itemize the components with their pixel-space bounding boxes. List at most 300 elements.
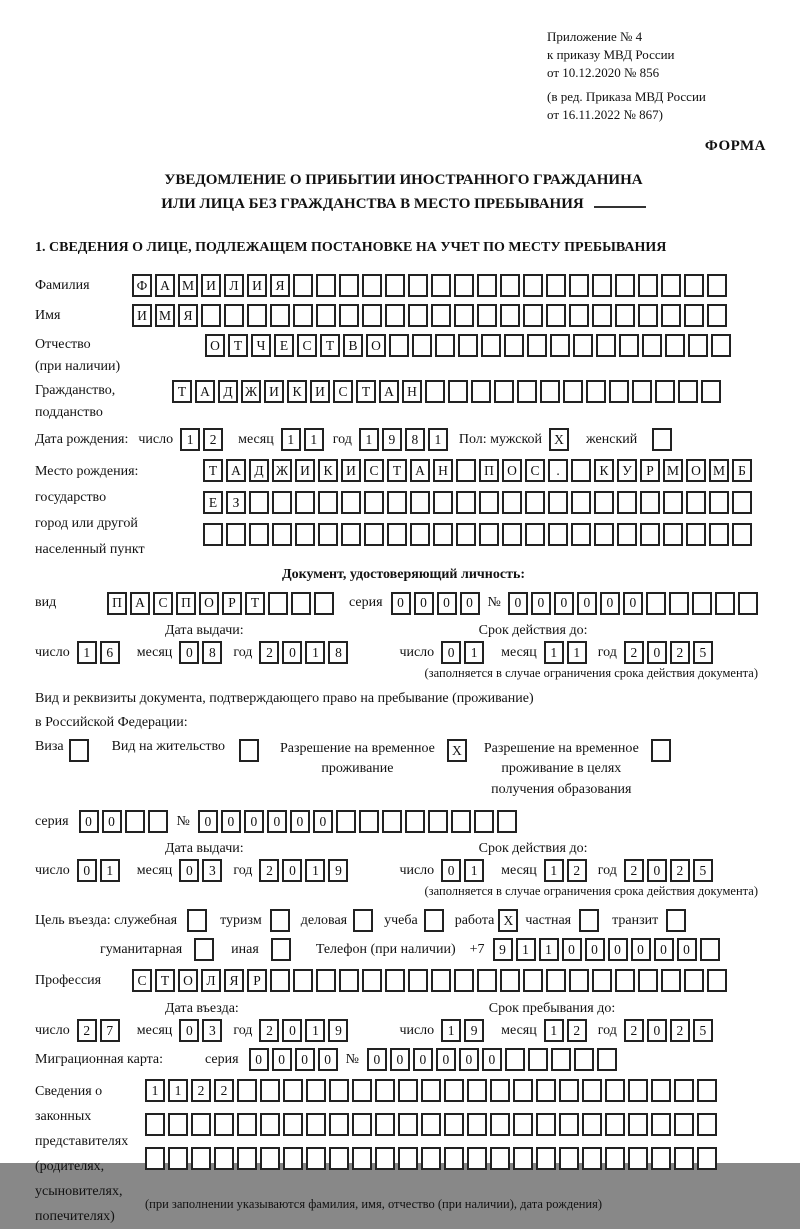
char-cell[interactable] <box>454 969 474 992</box>
char-cell[interactable] <box>546 969 566 992</box>
char-cell[interactable]: О <box>199 592 219 615</box>
char-cell[interactable]: 0 <box>677 938 697 961</box>
char-cell[interactable]: 0 <box>282 1019 302 1042</box>
char-cell[interactable]: 1 <box>168 1079 188 1102</box>
char-cell[interactable] <box>224 304 244 327</box>
char-cell[interactable]: 1 <box>441 1019 461 1042</box>
char-cell[interactable] <box>686 491 706 514</box>
char-cell[interactable]: И <box>310 380 330 403</box>
char-cell[interactable] <box>592 274 612 297</box>
char-cell[interactable] <box>559 1079 579 1102</box>
char-cell[interactable] <box>421 1113 441 1136</box>
char-cell[interactable]: 2 <box>203 428 223 451</box>
char-cell[interactable] <box>504 334 524 357</box>
char-cell[interactable] <box>490 1079 510 1102</box>
char-cell[interactable] <box>500 274 520 297</box>
char-cell[interactable] <box>456 459 476 482</box>
char-cell[interactable]: 0 <box>647 641 667 664</box>
char-cell[interactable] <box>628 1147 648 1170</box>
char-cell[interactable]: 9 <box>328 859 348 882</box>
char-cell[interactable] <box>214 1147 234 1170</box>
char-cell[interactable]: П <box>176 592 196 615</box>
char-cell[interactable] <box>375 1147 395 1170</box>
char-cell[interactable]: 1 <box>464 859 484 882</box>
char-cell[interactable]: 3 <box>202 1019 222 1042</box>
char-cell[interactable] <box>548 523 568 546</box>
char-cell[interactable]: Р <box>222 592 242 615</box>
char-cell[interactable] <box>306 1079 326 1102</box>
char-cell[interactable] <box>663 523 683 546</box>
char-cell[interactable]: А <box>226 459 246 482</box>
char-cell[interactable]: Я <box>178 304 198 327</box>
char-cell[interactable] <box>456 491 476 514</box>
char-cell[interactable]: К <box>594 459 614 482</box>
char-cell[interactable] <box>316 304 336 327</box>
char-cell[interactable] <box>523 304 543 327</box>
char-cell[interactable]: 2 <box>214 1079 234 1102</box>
char-cell[interactable] <box>665 334 685 357</box>
char-cell[interactable]: Б <box>732 459 752 482</box>
char-cell[interactable] <box>528 1048 548 1071</box>
char-cell[interactable] <box>293 274 313 297</box>
char-cell[interactable] <box>408 304 428 327</box>
char-cell[interactable] <box>594 491 614 514</box>
char-cell[interactable]: 0 <box>318 1048 338 1071</box>
char-cell[interactable]: 0 <box>600 592 620 615</box>
char-cell[interactable] <box>249 523 269 546</box>
char-cell[interactable] <box>477 969 497 992</box>
char-cell[interactable] <box>398 1113 418 1136</box>
char-cell[interactable]: 2 <box>567 1019 587 1042</box>
char-cell[interactable]: 1 <box>180 428 200 451</box>
char-cell[interactable]: 7 <box>100 1019 120 1042</box>
char-cell[interactable]: Р <box>247 969 267 992</box>
char-cell[interactable] <box>201 304 221 327</box>
char-cell[interactable] <box>517 380 537 403</box>
char-cell[interactable]: 2 <box>624 641 644 664</box>
char-cell[interactable]: С <box>364 459 384 482</box>
char-cell[interactable]: О <box>205 334 225 357</box>
char-cell[interactable]: 0 <box>554 592 574 615</box>
char-cell[interactable] <box>444 1079 464 1102</box>
char-cell[interactable] <box>477 274 497 297</box>
char-cell[interactable] <box>339 274 359 297</box>
char-cell[interactable]: 1 <box>567 641 587 664</box>
char-cell[interactable] <box>571 491 591 514</box>
char-cell[interactable]: 0 <box>436 1048 456 1071</box>
char-cell[interactable] <box>732 491 752 514</box>
char-cell[interactable] <box>316 274 336 297</box>
char-cell[interactable]: И <box>264 380 284 403</box>
char-cell[interactable] <box>362 969 382 992</box>
char-cell[interactable]: Н <box>433 459 453 482</box>
char-cell[interactable] <box>586 380 606 403</box>
char-cell[interactable] <box>536 1079 556 1102</box>
char-cell[interactable] <box>651 1113 671 1136</box>
char-cell[interactable] <box>674 1147 694 1170</box>
char-cell[interactable]: М <box>178 274 198 297</box>
char-cell[interactable]: 2 <box>567 859 587 882</box>
char-cell[interactable] <box>421 1147 441 1170</box>
char-cell[interactable] <box>187 909 207 932</box>
char-cell[interactable] <box>605 1113 625 1136</box>
char-cell[interactable] <box>569 304 589 327</box>
char-cell[interactable]: 1 <box>77 641 97 664</box>
char-cell[interactable]: Ч <box>251 334 271 357</box>
char-cell[interactable]: Ж <box>241 380 261 403</box>
char-cell[interactable]: 0 <box>508 592 528 615</box>
char-cell[interactable]: 0 <box>459 1048 479 1071</box>
char-cell[interactable]: Л <box>201 969 221 992</box>
char-cell[interactable]: 0 <box>441 641 461 664</box>
char-cell[interactable] <box>548 491 568 514</box>
char-cell[interactable] <box>513 1113 533 1136</box>
char-cell[interactable]: Я <box>224 969 244 992</box>
char-cell[interactable] <box>467 1113 487 1136</box>
char-cell[interactable] <box>571 459 591 482</box>
char-cell[interactable]: 0 <box>482 1048 502 1071</box>
char-cell[interactable] <box>375 1079 395 1102</box>
char-cell[interactable] <box>431 304 451 327</box>
char-cell[interactable]: А <box>379 380 399 403</box>
char-cell[interactable] <box>569 274 589 297</box>
char-cell[interactable] <box>497 810 517 833</box>
char-cell[interactable]: Е <box>203 491 223 514</box>
char-cell[interactable] <box>433 491 453 514</box>
char-cell[interactable] <box>237 1147 257 1170</box>
char-cell[interactable]: 2 <box>670 859 690 882</box>
char-cell[interactable] <box>640 523 660 546</box>
char-cell[interactable]: 0 <box>623 592 643 615</box>
char-cell[interactable]: 1 <box>464 641 484 664</box>
char-cell[interactable] <box>551 1048 571 1071</box>
char-cell[interactable]: А <box>130 592 150 615</box>
char-cell[interactable] <box>697 1113 717 1136</box>
char-cell[interactable] <box>295 523 315 546</box>
char-cell[interactable] <box>540 380 560 403</box>
char-cell[interactable]: X <box>447 739 467 762</box>
char-cell[interactable] <box>711 334 731 357</box>
char-cell[interactable] <box>692 592 712 615</box>
char-cell[interactable] <box>408 969 428 992</box>
char-cell[interactable] <box>444 1113 464 1136</box>
char-cell[interactable] <box>646 592 666 615</box>
char-cell[interactable] <box>605 1079 625 1102</box>
char-cell[interactable]: Ж <box>272 459 292 482</box>
char-cell[interactable] <box>431 274 451 297</box>
char-cell[interactable]: 3 <box>202 859 222 882</box>
char-cell[interactable]: К <box>318 459 338 482</box>
char-cell[interactable] <box>582 1147 602 1170</box>
char-cell[interactable] <box>424 909 444 932</box>
char-cell[interactable]: Т <box>228 334 248 357</box>
char-cell[interactable]: 9 <box>382 428 402 451</box>
char-cell[interactable] <box>477 304 497 327</box>
char-cell[interactable] <box>617 523 637 546</box>
char-cell[interactable]: 1 <box>100 859 120 882</box>
char-cell[interactable] <box>684 304 704 327</box>
char-cell[interactable] <box>500 969 520 992</box>
char-cell[interactable]: 1 <box>305 641 325 664</box>
char-cell[interactable]: 5 <box>693 641 713 664</box>
char-cell[interactable] <box>597 1048 617 1071</box>
char-cell[interactable] <box>502 491 522 514</box>
char-cell[interactable] <box>651 1147 671 1170</box>
char-cell[interactable]: 2 <box>259 1019 279 1042</box>
char-cell[interactable]: 0 <box>179 1019 199 1042</box>
char-cell[interactable] <box>148 810 168 833</box>
char-cell[interactable]: И <box>295 459 315 482</box>
char-cell[interactable] <box>271 938 291 961</box>
char-cell[interactable] <box>638 274 658 297</box>
char-cell[interactable] <box>329 1079 349 1102</box>
char-cell[interactable]: С <box>153 592 173 615</box>
char-cell[interactable]: И <box>132 304 152 327</box>
char-cell[interactable] <box>471 380 491 403</box>
char-cell[interactable]: 0 <box>282 641 302 664</box>
char-cell[interactable] <box>293 304 313 327</box>
char-cell[interactable] <box>359 810 379 833</box>
char-cell[interactable] <box>546 274 566 297</box>
char-cell[interactable]: 6 <box>100 641 120 664</box>
char-cell[interactable] <box>707 304 727 327</box>
char-cell[interactable] <box>145 1113 165 1136</box>
char-cell[interactable]: А <box>155 274 175 297</box>
char-cell[interactable]: 1 <box>305 859 325 882</box>
char-cell[interactable] <box>674 1079 694 1102</box>
char-cell[interactable] <box>536 1113 556 1136</box>
char-cell[interactable] <box>168 1147 188 1170</box>
char-cell[interactable] <box>336 810 356 833</box>
char-cell[interactable] <box>546 304 566 327</box>
char-cell[interactable] <box>398 1079 418 1102</box>
char-cell[interactable]: 1 <box>544 859 564 882</box>
char-cell[interactable]: Д <box>218 380 238 403</box>
char-cell[interactable] <box>260 1113 280 1136</box>
char-cell[interactable] <box>385 304 405 327</box>
char-cell[interactable] <box>247 304 267 327</box>
char-cell[interactable]: Т <box>245 592 265 615</box>
char-cell[interactable] <box>559 1147 579 1170</box>
char-cell[interactable] <box>454 274 474 297</box>
char-cell[interactable] <box>444 1147 464 1170</box>
char-cell[interactable] <box>270 969 290 992</box>
char-cell[interactable] <box>398 1147 418 1170</box>
char-cell[interactable] <box>237 1113 257 1136</box>
char-cell[interactable]: 1 <box>281 428 301 451</box>
char-cell[interactable] <box>226 523 246 546</box>
char-cell[interactable] <box>479 491 499 514</box>
char-cell[interactable]: 9 <box>493 938 513 961</box>
char-cell[interactable]: 0 <box>244 810 264 833</box>
char-cell[interactable]: 1 <box>305 1019 325 1042</box>
char-cell[interactable] <box>316 969 336 992</box>
char-cell[interactable] <box>314 592 334 615</box>
char-cell[interactable] <box>674 1113 694 1136</box>
char-cell[interactable]: Е <box>274 334 294 357</box>
char-cell[interactable] <box>628 1113 648 1136</box>
char-cell[interactable] <box>283 1113 303 1136</box>
char-cell[interactable] <box>592 304 612 327</box>
char-cell[interactable]: 5 <box>693 859 713 882</box>
char-cell[interactable]: 0 <box>585 938 605 961</box>
char-cell[interactable] <box>237 1079 257 1102</box>
char-cell[interactable]: 0 <box>367 1048 387 1071</box>
char-cell[interactable] <box>619 334 639 357</box>
char-cell[interactable]: С <box>132 969 152 992</box>
char-cell[interactable] <box>738 592 758 615</box>
char-cell[interactable]: Т <box>387 459 407 482</box>
char-cell[interactable] <box>318 523 338 546</box>
char-cell[interactable] <box>364 491 384 514</box>
char-cell[interactable] <box>571 523 591 546</box>
char-cell[interactable]: 0 <box>198 810 218 833</box>
char-cell[interactable] <box>615 969 635 992</box>
char-cell[interactable] <box>490 1113 510 1136</box>
char-cell[interactable] <box>448 380 468 403</box>
char-cell[interactable] <box>270 909 290 932</box>
char-cell[interactable]: 0 <box>295 1048 315 1071</box>
char-cell[interactable] <box>523 969 543 992</box>
char-cell[interactable]: 1 <box>516 938 536 961</box>
char-cell[interactable] <box>638 304 658 327</box>
char-cell[interactable] <box>362 304 382 327</box>
char-cell[interactable]: 1 <box>359 428 379 451</box>
char-cell[interactable]: 0 <box>249 1048 269 1071</box>
char-cell[interactable] <box>569 969 589 992</box>
char-cell[interactable] <box>688 334 708 357</box>
char-cell[interactable] <box>329 1113 349 1136</box>
char-cell[interactable] <box>525 523 545 546</box>
char-cell[interactable] <box>69 739 89 762</box>
char-cell[interactable] <box>306 1147 326 1170</box>
char-cell[interactable]: X <box>549 428 569 451</box>
char-cell[interactable] <box>617 491 637 514</box>
char-cell[interactable] <box>272 523 292 546</box>
char-cell[interactable] <box>458 334 478 357</box>
char-cell[interactable]: 2 <box>670 1019 690 1042</box>
char-cell[interactable] <box>168 1113 188 1136</box>
char-cell[interactable] <box>697 1147 717 1170</box>
char-cell[interactable] <box>145 1147 165 1170</box>
char-cell[interactable] <box>651 739 671 762</box>
char-cell[interactable]: Д <box>249 459 269 482</box>
char-cell[interactable]: М <box>709 459 729 482</box>
char-cell[interactable]: Р <box>640 459 660 482</box>
char-cell[interactable] <box>609 380 629 403</box>
char-cell[interactable] <box>467 1079 487 1102</box>
char-cell[interactable] <box>382 810 402 833</box>
char-cell[interactable]: 0 <box>647 1019 667 1042</box>
char-cell[interactable] <box>339 969 359 992</box>
char-cell[interactable]: Т <box>356 380 376 403</box>
char-cell[interactable]: Л <box>224 274 244 297</box>
char-cell[interactable]: 2 <box>670 641 690 664</box>
char-cell[interactable]: . <box>548 459 568 482</box>
char-cell[interactable] <box>293 969 313 992</box>
char-cell[interactable]: 0 <box>413 1048 433 1071</box>
char-cell[interactable]: 0 <box>414 592 434 615</box>
char-cell[interactable] <box>550 334 570 357</box>
char-cell[interactable] <box>707 274 727 297</box>
char-cell[interactable]: 0 <box>441 859 461 882</box>
char-cell[interactable]: А <box>410 459 430 482</box>
char-cell[interactable]: О <box>366 334 386 357</box>
char-cell[interactable]: 1 <box>544 641 564 664</box>
char-cell[interactable] <box>523 274 543 297</box>
char-cell[interactable]: 0 <box>79 810 99 833</box>
char-cell[interactable] <box>268 592 288 615</box>
char-cell[interactable]: О <box>502 459 522 482</box>
char-cell[interactable] <box>425 380 445 403</box>
char-cell[interactable]: О <box>686 459 706 482</box>
char-cell[interactable] <box>362 274 382 297</box>
char-cell[interactable]: 2 <box>624 859 644 882</box>
char-cell[interactable] <box>642 334 662 357</box>
char-cell[interactable] <box>352 1113 372 1136</box>
char-cell[interactable] <box>339 304 359 327</box>
char-cell[interactable]: 2 <box>624 1019 644 1042</box>
char-cell[interactable]: 0 <box>562 938 582 961</box>
char-cell[interactable]: У <box>617 459 637 482</box>
char-cell[interactable] <box>666 909 686 932</box>
char-cell[interactable]: П <box>479 459 499 482</box>
char-cell[interactable] <box>431 969 451 992</box>
char-cell[interactable] <box>661 969 681 992</box>
char-cell[interactable]: П <box>107 592 127 615</box>
char-cell[interactable] <box>582 1079 602 1102</box>
char-cell[interactable] <box>596 334 616 357</box>
char-cell[interactable] <box>615 274 635 297</box>
char-cell[interactable]: И <box>341 459 361 482</box>
char-cell[interactable]: 2 <box>259 641 279 664</box>
char-cell[interactable] <box>451 810 471 833</box>
char-cell[interactable] <box>594 523 614 546</box>
char-cell[interactable] <box>428 810 448 833</box>
char-cell[interactable] <box>260 1079 280 1102</box>
char-cell[interactable]: X <box>498 909 518 932</box>
char-cell[interactable]: 0 <box>631 938 651 961</box>
char-cell[interactable] <box>592 969 612 992</box>
char-cell[interactable] <box>291 592 311 615</box>
char-cell[interactable]: З <box>226 491 246 514</box>
char-cell[interactable] <box>387 523 407 546</box>
char-cell[interactable]: 8 <box>405 428 425 451</box>
char-cell[interactable] <box>352 1079 372 1102</box>
char-cell[interactable] <box>640 491 660 514</box>
char-cell[interactable]: 9 <box>464 1019 484 1042</box>
char-cell[interactable] <box>652 428 672 451</box>
char-cell[interactable] <box>700 938 720 961</box>
char-cell[interactable] <box>715 592 735 615</box>
char-cell[interactable]: Ф <box>132 274 152 297</box>
char-cell[interactable]: 1 <box>539 938 559 961</box>
char-cell[interactable] <box>686 523 706 546</box>
char-cell[interactable] <box>454 304 474 327</box>
char-cell[interactable] <box>481 334 501 357</box>
char-cell[interactable] <box>663 491 683 514</box>
char-cell[interactable]: 2 <box>259 859 279 882</box>
char-cell[interactable]: 0 <box>460 592 480 615</box>
char-cell[interactable]: 0 <box>272 1048 292 1071</box>
char-cell[interactable] <box>513 1147 533 1170</box>
char-cell[interactable]: 0 <box>391 592 411 615</box>
char-cell[interactable] <box>387 491 407 514</box>
char-cell[interactable] <box>385 969 405 992</box>
char-cell[interactable] <box>615 304 635 327</box>
char-cell[interactable] <box>684 969 704 992</box>
char-cell[interactable] <box>435 334 455 357</box>
